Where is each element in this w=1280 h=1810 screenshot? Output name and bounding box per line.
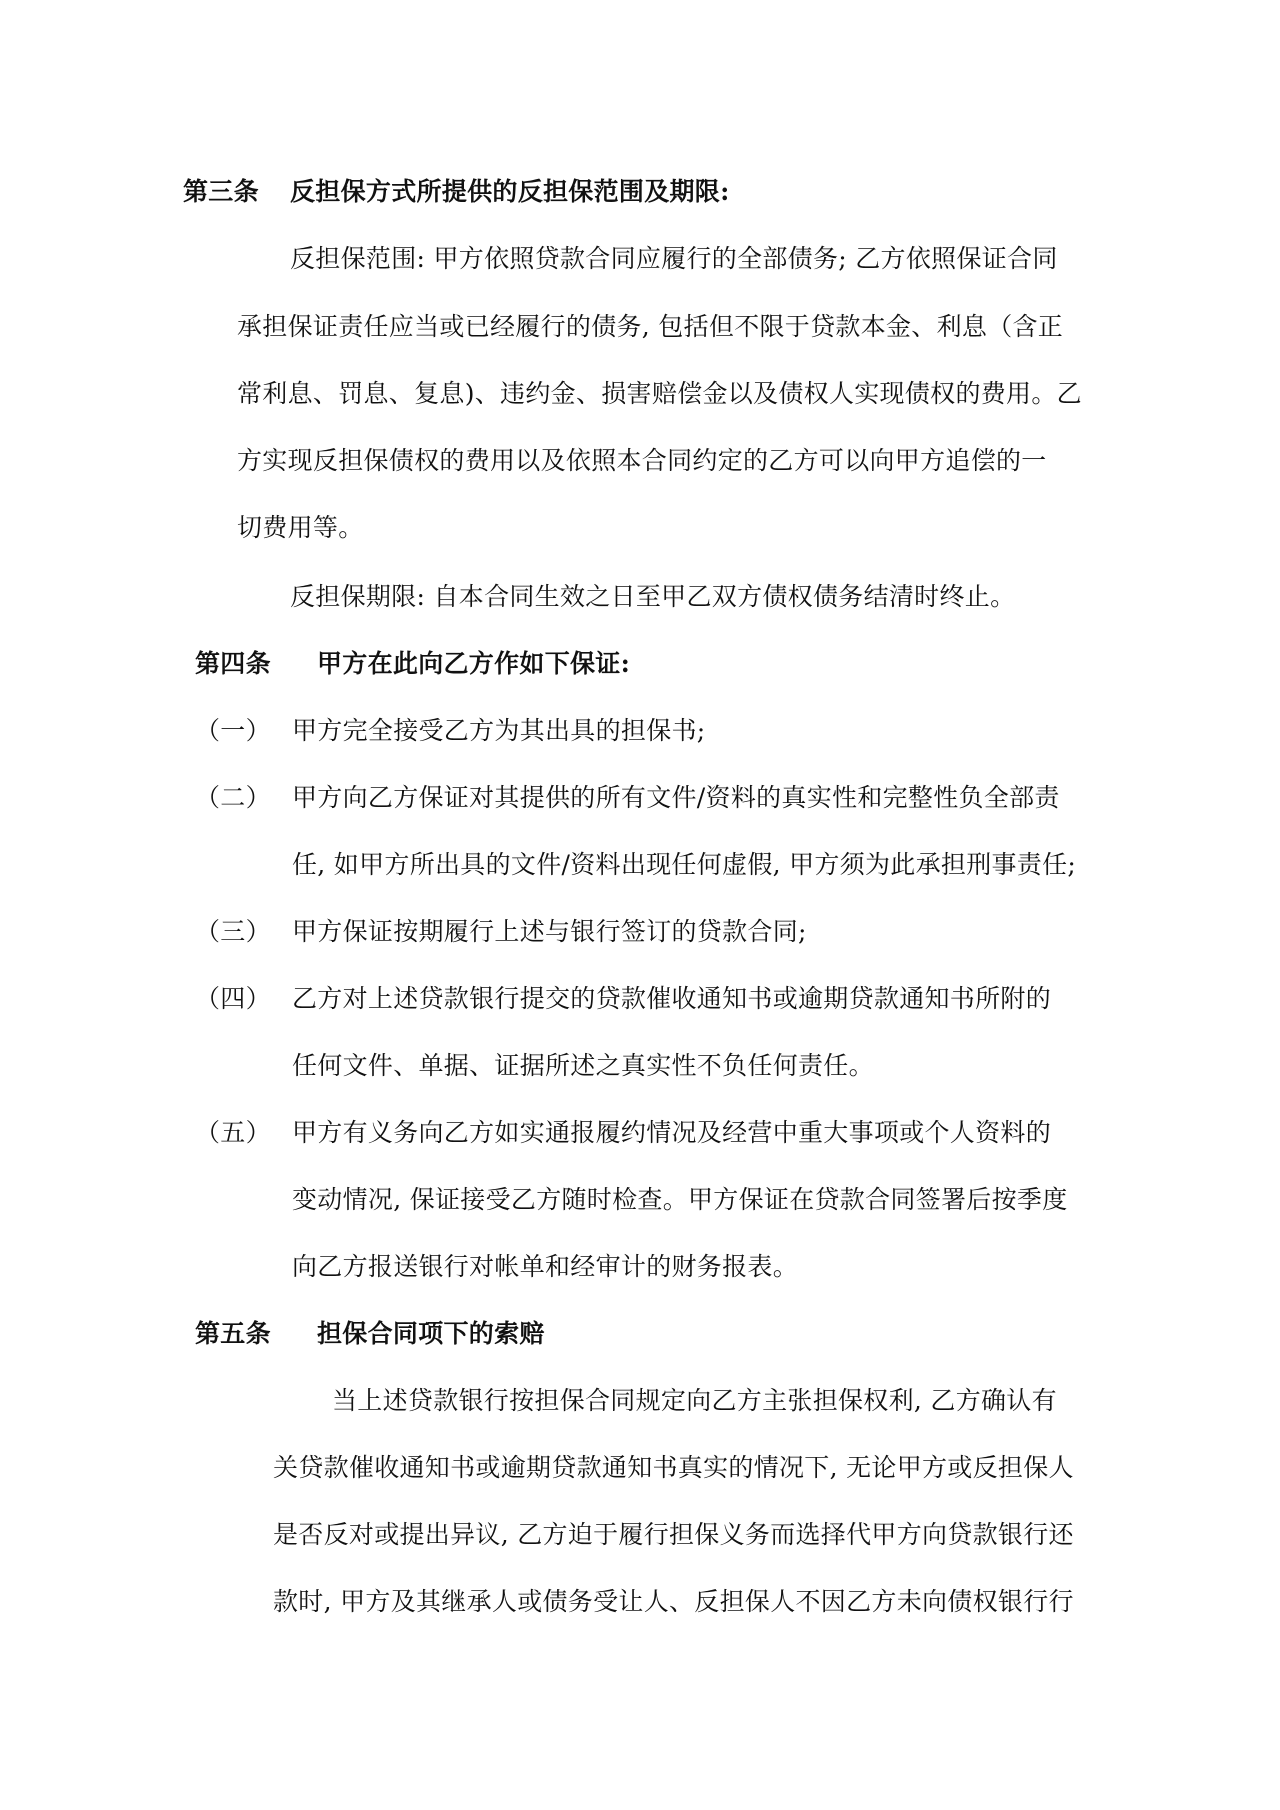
article-3-title: 反担保方式所提供的反担保范围及期限: bbox=[290, 177, 730, 206]
article-4-item-5-line-2: 变动情况, 保证接受乙方随时检查。甲方保证在贷款合同签署后按季度 bbox=[292, 1185, 1068, 1214]
article-4-item-2-label: （二） bbox=[195, 783, 271, 812]
article-3-term-line: 反担保期限: 自本合同生效之日至甲乙双方债权债务结清时终止。 bbox=[290, 582, 1016, 611]
article-4-item-3-label: （三） bbox=[195, 917, 271, 946]
article-5-line-3: 是否反对或提出异议, 乙方迫于履行担保义务而选择代甲方向贷款银行还 bbox=[273, 1520, 1074, 1549]
article-4-item-5-line-3: 向乙方报送银行对帐单和经审计的财务报表。 bbox=[292, 1252, 799, 1281]
article-4-item-4-line-2: 任何文件、单据、证据所述之真实性不负任何责任。 bbox=[292, 1051, 874, 1080]
article-5-line-4: 款时, 甲方及其继承人或债务受让人、反担保人不因乙方未向债权银行行 bbox=[273, 1587, 1074, 1616]
article-4-item-1-label: （一） bbox=[195, 716, 271, 745]
article-3-scope-line-2: 承担保证责任应当或已经履行的债务, 包括但不限于贷款本金、利息（含正 bbox=[237, 312, 1064, 341]
article-3-scope-line-5: 切费用等。 bbox=[237, 513, 364, 542]
article-5-number: 第五条 bbox=[195, 1319, 271, 1348]
article-4-item-3-line-1: 甲方保证按期履行上述与银行签订的贷款合同; bbox=[292, 917, 807, 946]
article-3-scope-line-3: 常利息、罚息、复息)、违约金、损害赔偿金以及债权人实现债权的费用。乙 bbox=[237, 379, 1082, 408]
article-4-title: 甲方在此向乙方作如下保证: bbox=[317, 649, 631, 678]
article-5-line-2: 关贷款催收通知书或逾期贷款通知书真实的情况下, 无论甲方或反担保人 bbox=[273, 1453, 1074, 1482]
article-3-scope-line-4: 方实现反担保债权的费用以及依照本合同约定的乙方可以向甲方追偿的一 bbox=[237, 446, 1047, 475]
article-5-title: 担保合同项下的索赔 bbox=[317, 1319, 545, 1348]
article-3-scope-line-1: 反担保范围: 甲方依照贷款合同应履行的全部债务; 乙方依照保证合同 bbox=[290, 244, 1058, 273]
article-4-item-4-label: （四） bbox=[195, 984, 271, 1013]
article-5-line-1: 当上述贷款银行按担保合同规定向乙方主张担保权利, 乙方确认有 bbox=[332, 1386, 1057, 1415]
article-4-number: 第四条 bbox=[195, 649, 271, 678]
article-4-item-4-line-1: 乙方对上述贷款银行提交的贷款催收通知书或逾期贷款通知书所附的 bbox=[292, 984, 1052, 1013]
article-4-item-1-line-1: 甲方完全接受乙方为其出具的担保书; bbox=[292, 716, 706, 745]
article-4-item-2-line-2: 任, 如甲方所出具的文件/资料出现任何虚假, 甲方须为此承担刑事责任; bbox=[292, 850, 1077, 879]
article-4-item-5-line-1: 甲方有义务向乙方如实通报履约情况及经营中重大事项或个人资料的 bbox=[292, 1118, 1052, 1147]
article-4-item-5-label: （五） bbox=[195, 1118, 271, 1147]
article-3-number: 第三条 bbox=[183, 177, 259, 206]
article-4-item-2-line-1: 甲方向乙方保证对其提供的所有文件/资料的真实性和完整性负全部责 bbox=[292, 783, 1060, 812]
